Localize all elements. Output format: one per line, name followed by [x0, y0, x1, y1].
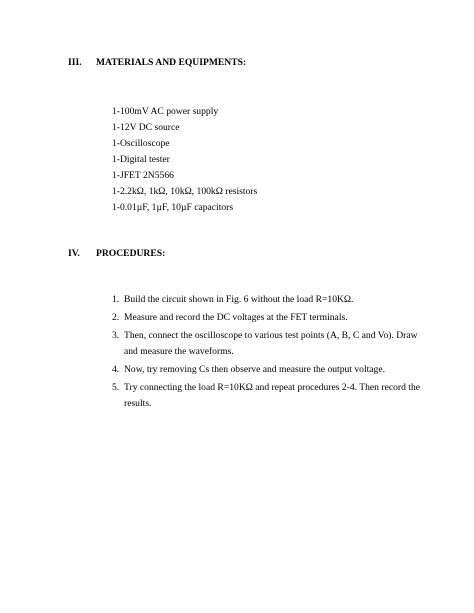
procedure-step-number: 1.: [112, 294, 120, 305]
section-number: IV.: [68, 248, 80, 259]
materials-list: [112, 104, 257, 216]
section-title: MATERIALS AND EQUIPMENTS:: [96, 57, 247, 68]
procedure-step: [112, 362, 432, 378]
procedure-step-text: Now, try removing Cs then observe and measure the output voltage.: [124, 364, 386, 375]
procedure-step: [112, 380, 432, 412]
procedures-list: [112, 292, 432, 412]
procedure-step-text: Build the circuit shown in Fig. 6 without the load R=10KΩ.: [124, 294, 354, 305]
materials-item: 1-100mV AC power supply: [112, 106, 219, 117]
materials-item: 1-2.2kΩ, 1kΩ, 10kΩ, 100kΩ resistors: [112, 186, 258, 197]
procedure-step: [112, 328, 432, 360]
procedure-step-number: 5.: [112, 382, 120, 393]
procedure-step-number: 2.: [112, 312, 120, 323]
procedure-step-text: Measure and record the DC voltages at the FET terminals.: [124, 312, 348, 323]
procedure-step-number: 3.: [112, 330, 120, 341]
materials-item: 1-Digital tester: [112, 154, 170, 165]
procedure-step-number: 4.: [112, 364, 120, 375]
section-number: III.: [68, 57, 82, 68]
procedure-step: [112, 310, 432, 326]
procedure-step-text: Try connecting the load R=10KΩ and repeat procedures 2-4. Then record the results.: [124, 382, 421, 409]
materials-item: 1-0.01µF, 1µF, 10µF capacitors: [112, 202, 234, 213]
procedure-step: [112, 292, 432, 308]
materials-item: 1-12V DC source: [112, 122, 180, 133]
procedure-step-text: Then, connect the oscilloscope to various test points (A, B, C and Vo). Draw and measure the waveforms.: [124, 330, 418, 357]
materials-item: 1-JFET 2N5566: [112, 170, 174, 181]
section-title: PROCEDURES:: [96, 248, 166, 259]
materials-item: 1-Oscilloscope: [112, 138, 170, 149]
